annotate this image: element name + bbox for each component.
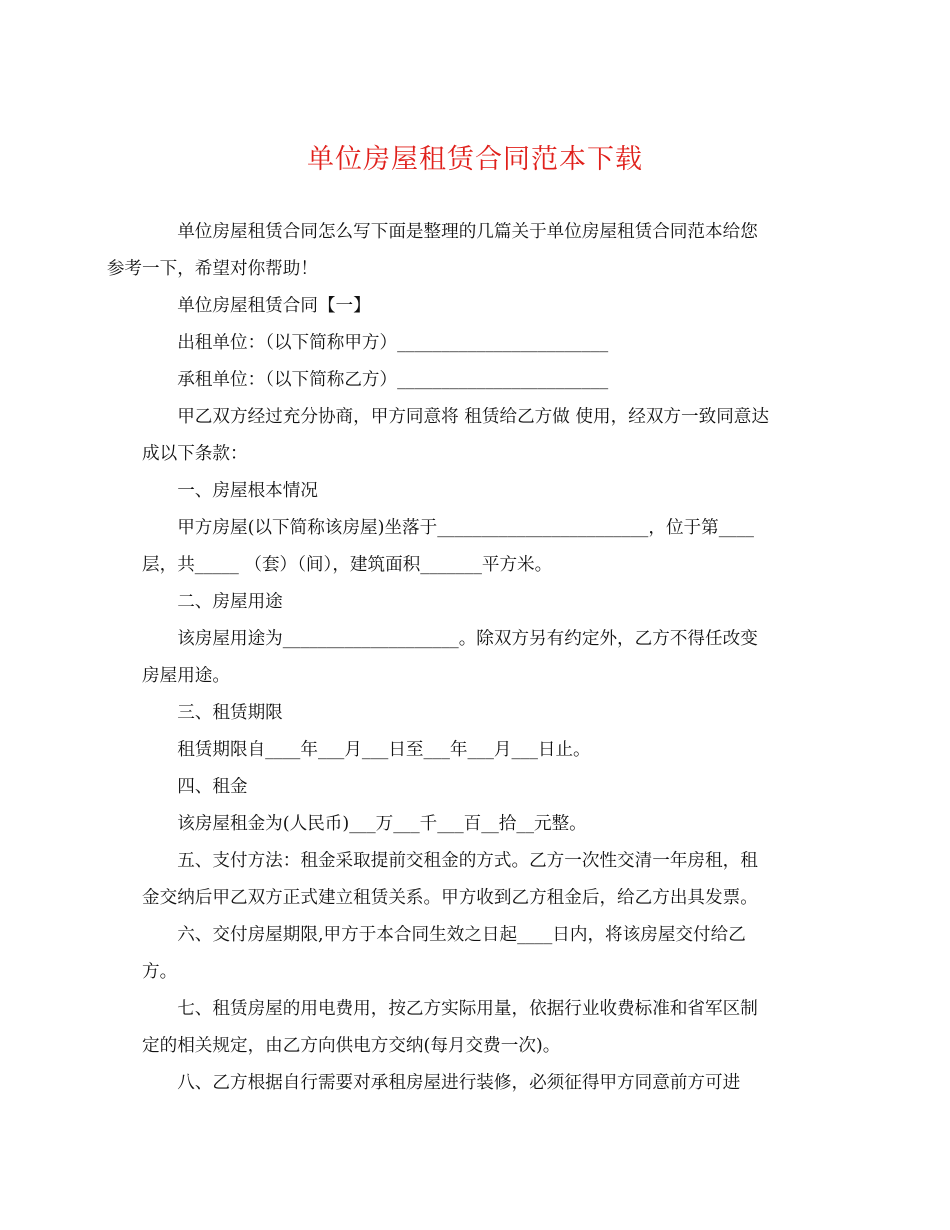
section-heading-3: 三、租赁期限 (177, 703, 283, 723)
paragraph-line: 方。 (142, 962, 178, 982)
document-title: 单位房屋租赁合同范本下载 (307, 144, 643, 175)
lessee-field: 承租单位：（以下简称乙方）________________________ (177, 370, 609, 390)
section-heading-1: 一、房屋根本情况 (177, 481, 318, 501)
paragraph-line: 六、交付房屋期限,甲方于本合同生效之日起____日内，将该房屋交付给乙 (177, 925, 746, 945)
intro-paragraph (106, 214, 808, 288)
paragraph-line: 甲乙双方经过充分协商，甲方同意将 租赁给乙方做 使用，经双方一致同意达 (177, 407, 769, 427)
paragraph-line: 五、支付方法：租金采取提前交租金的方式。乙方一次性交清一年房租，租 (177, 851, 758, 871)
paragraph-line: 八、乙方根据自行需要对承租房屋进行装修，必须征得甲方同意前方可进 (177, 1073, 741, 1093)
paragraph-line: 七、租赁房屋的用电费用，按乙方实际用量，依据行业收费标准和省军区制 (177, 999, 758, 1019)
section-heading-2: 二、房屋用途 (177, 592, 283, 612)
payment-method-paragraph (142, 843, 808, 917)
paragraph-line: 金交纳后甲乙双方正式建立租赁关系。甲方收到乙方租金后，给乙方出具发票。 (142, 888, 758, 908)
electricity-paragraph (142, 991, 808, 1065)
paragraph-line: 单位房屋租赁合同怎么写下面是整理的几篇关于单位房屋租赁合同范本给您 (177, 222, 758, 242)
lease-term-paragraph: 租赁期限自____年___月___日至___年___月___日止。 (177, 740, 591, 760)
rent-amount-paragraph: 该房屋租金为(人民币)___万___千___百__拾__元整。 (177, 814, 587, 834)
usage-paragraph (142, 621, 808, 695)
paragraph-line: 甲方房屋(以下简称该房屋)坐落于________________________，位于第____ (177, 518, 754, 538)
property-location-paragraph (142, 510, 808, 584)
paragraph-line: 成以下条款： (142, 444, 248, 464)
section-heading-4: 四、租金 (177, 777, 248, 797)
contract-heading: 单位房屋租赁合同【一】 (177, 296, 371, 316)
agreement-paragraph (142, 399, 808, 473)
paragraph-line: 层，共_____ （套）（间），建筑面积_______平方米。 (142, 555, 553, 575)
paragraph-line: 参考一下，希望对你帮助！ (106, 259, 318, 279)
document-body (106, 214, 808, 1102)
lessor-field: 出租单位：（以下简称甲方）________________________ (177, 333, 609, 353)
paragraph-line: 定的相关规定，由乙方向供电方交纳(每月交费一次)。 (142, 1036, 561, 1056)
paragraph-line: 房屋用途。 (142, 666, 230, 686)
delivery-paragraph (142, 917, 808, 991)
renovation-paragraph (142, 1065, 808, 1102)
paragraph-line: 该房屋用途为____________________。除双方另有约定外，乙方不得任改变 (177, 629, 758, 649)
